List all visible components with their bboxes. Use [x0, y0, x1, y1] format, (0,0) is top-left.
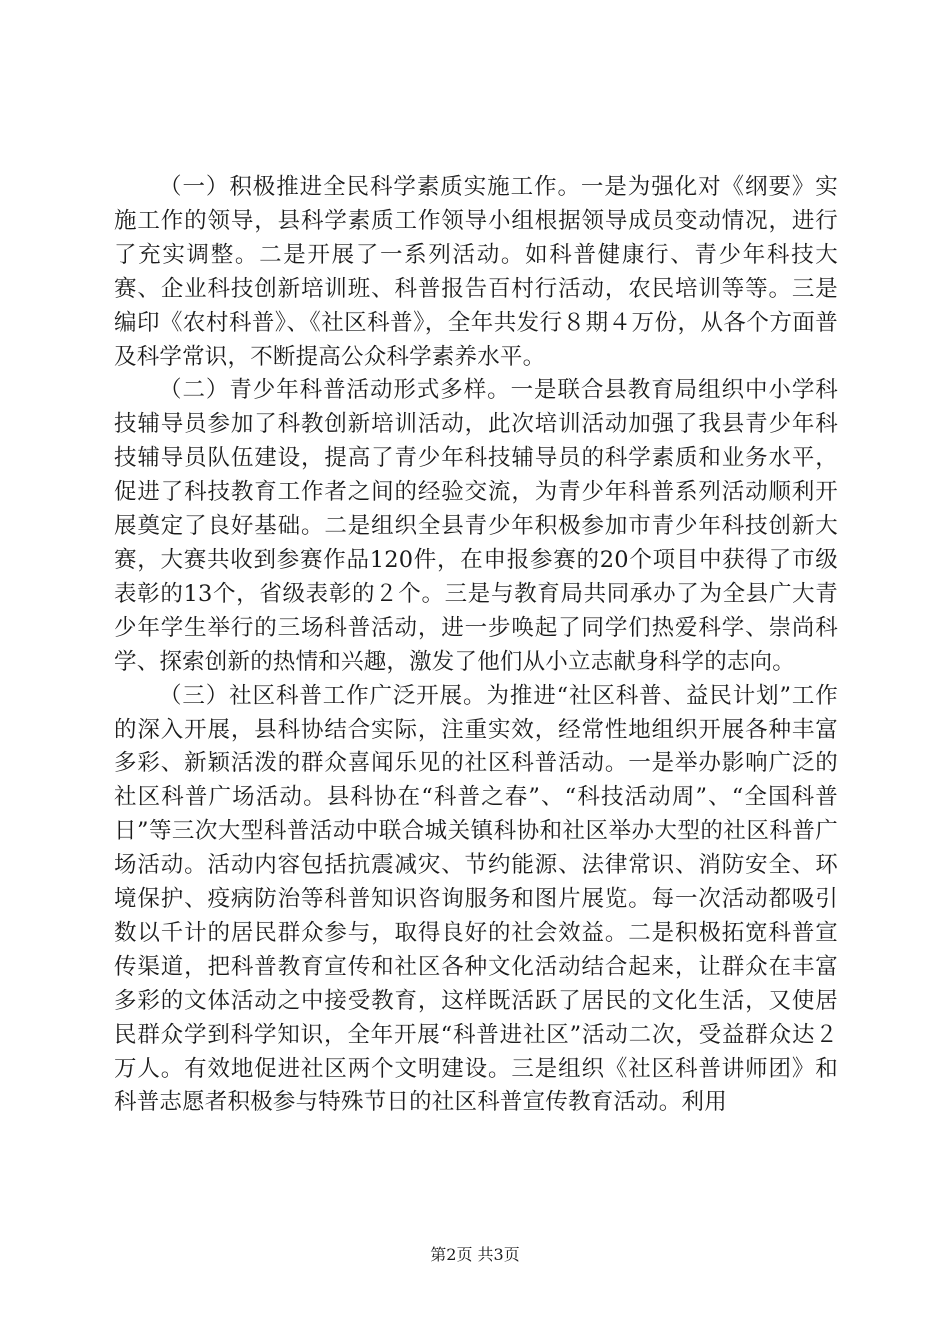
paragraph-2: （二）青少年科普活动形式多样。一是联合县教育局组织中小学科技辅导员参加了科教创新培训活动，此次培训活动加强了我县青少年科技辅导员队伍建设，提高了青少年科技辅导员的科学素质和业务水平，促进了科技教育工作者之间的经验交流，为青少年科普系列活动顺利开展奠定了良好基础。二是组织全县青少年积极参加市青少年科技创新大赛，大赛共收到参赛作品120件，在申报参赛的20个项目中获得了市级表彰的13个，省级表彰的２个。三是与教育局共同承办了为全县广大青少年学生举行的三场科普活动，进一步唤起了同学们热爱科学、崇尚科学、探索创新的热情和兴趣，激发了他们从小立志献身科学的志向。 [114, 377, 838, 675]
paragraph-3: （三）社区科普工作广泛开展。为推进“社区科普、益民计划”工作的深入开展，县科协结合实际，注重实效，经常性地组织开展各种丰富多彩、新颖活泼的群众喜闻乐见的社区科普活动。一是举办影响广泛的社区科普广场活动。县科协在“科普之春”、“科技活动周”、“全国科普日”等三次大型科普活动中联合城关镇科协和社区举办大型的社区科普广场活动。活动内容包括抗震减灾、节约能源、法律常识、消防安全、环境保护、疫病防治等科普知识咨询服务和图片展览。每一次活动都吸引数以千计的居民群众参与，取得良好的社会效益。二是积极拓宽科普宣传渠道，把科普教育宣传和社区各种文化活动结合起来，让群众在丰富多彩的文体活动之中接受教育，这样既活跃了居民的文化生活，又使居民群众学到科学知识，全年开展“科普进社区”活动二次，受益群众达２万人。有效地促进社区两个文明建设。三是组织《社区科普讲师团》和科普志愿者积极参与特殊节日的社区科普宣传教育活动。利用 [114, 682, 838, 1116]
page-number-footer: 第2页 共3页 [430, 1245, 520, 1264]
document-body [114, 171, 838, 1120]
paragraph-1: （一）积极推进全民科学素质实施工作。一是为强化对《纲要》实施工作的领导，县科学素质工作领导小组根据领导成员变动情况，进行了充实调整。二是开展了一系列活动。如科普健康行、青少年科技大赛、企业科技创新培训班、科普报告百村行活动，农民培训等等。三是编印《农村科普》、《社区科普》，全年共发行８期４万份，从各个方面普及科学常识，不断提高公众科学素养水平。 [114, 174, 838, 370]
